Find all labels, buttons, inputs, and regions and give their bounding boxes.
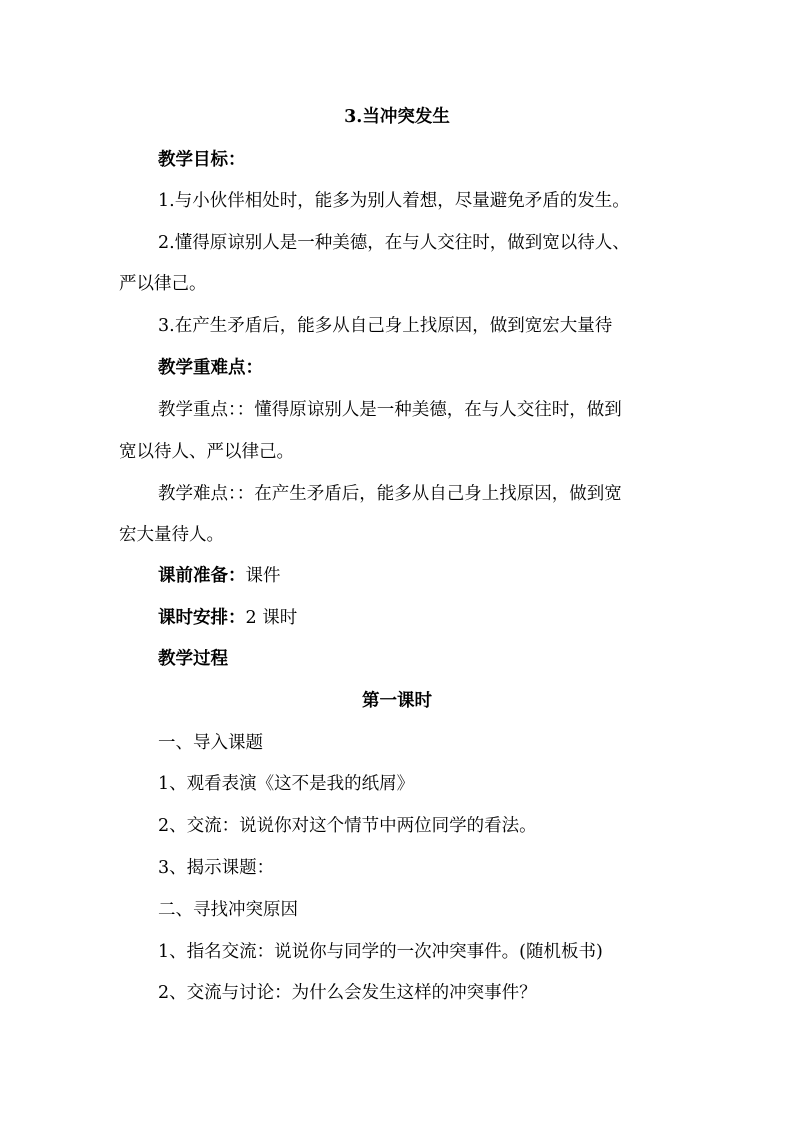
process-step: 3、揭示课题：	[158, 858, 275, 878]
lesson-title: 第一课时	[362, 691, 432, 711]
objectives-heading: 教学目标：	[158, 150, 246, 170]
process-step: 2、交流：说说你对这个情节中两位同学的看法。	[158, 816, 537, 836]
section-heading: 二、寻找冲突原因	[158, 900, 298, 920]
objective-item: 3.在产生矛盾后，能多从自己身上找原因，做到宽宏大量待	[158, 316, 613, 336]
schedule-label: 课时安排：	[158, 608, 246, 628]
preparation-row	[158, 564, 718, 588]
process-heading: 教学过程	[158, 649, 228, 669]
process-step: 2、交流与讨论：为什么会发生这样的冲突事件？	[158, 983, 537, 1003]
objective-item-continuation: 严以律己。	[119, 274, 207, 294]
schedule-value: 2 课时	[245, 608, 298, 628]
difficulty-point-line: 教学难点：：在产生矛盾后，能多从自己身上找原因，做到宽	[158, 484, 622, 504]
preparation-value: 课件	[245, 566, 281, 586]
focus-point-continuation: 宽以待人、严以律己。	[119, 442, 294, 462]
key-points-heading: 教学重难点：	[158, 358, 263, 378]
difficulty-point-continuation: 宏大量待人。	[119, 525, 224, 545]
schedule-row	[158, 606, 718, 630]
preparation-label: 课前准备：	[158, 566, 246, 586]
section-heading: 一、导入课题	[158, 733, 263, 753]
focus-point-line: 教学重点：：懂得原谅别人是一种美德，在与人交往时，做到	[158, 400, 622, 420]
objective-item: 2.懂得原谅别人是一种美德，在与人交往时，做到宽以待人、	[158, 233, 630, 253]
objective-item: 1.与小伙伴相处时，能多为别人着想，尽量避免矛盾的发生。	[158, 191, 630, 211]
process-step: 1、指名交流：说说你与同学的一次冲突事件。(随机板书)	[158, 942, 603, 962]
process-step: 1、观看表演《这不是我的纸屑》	[158, 774, 415, 794]
document-title: 3.当冲突发生	[344, 107, 450, 127]
